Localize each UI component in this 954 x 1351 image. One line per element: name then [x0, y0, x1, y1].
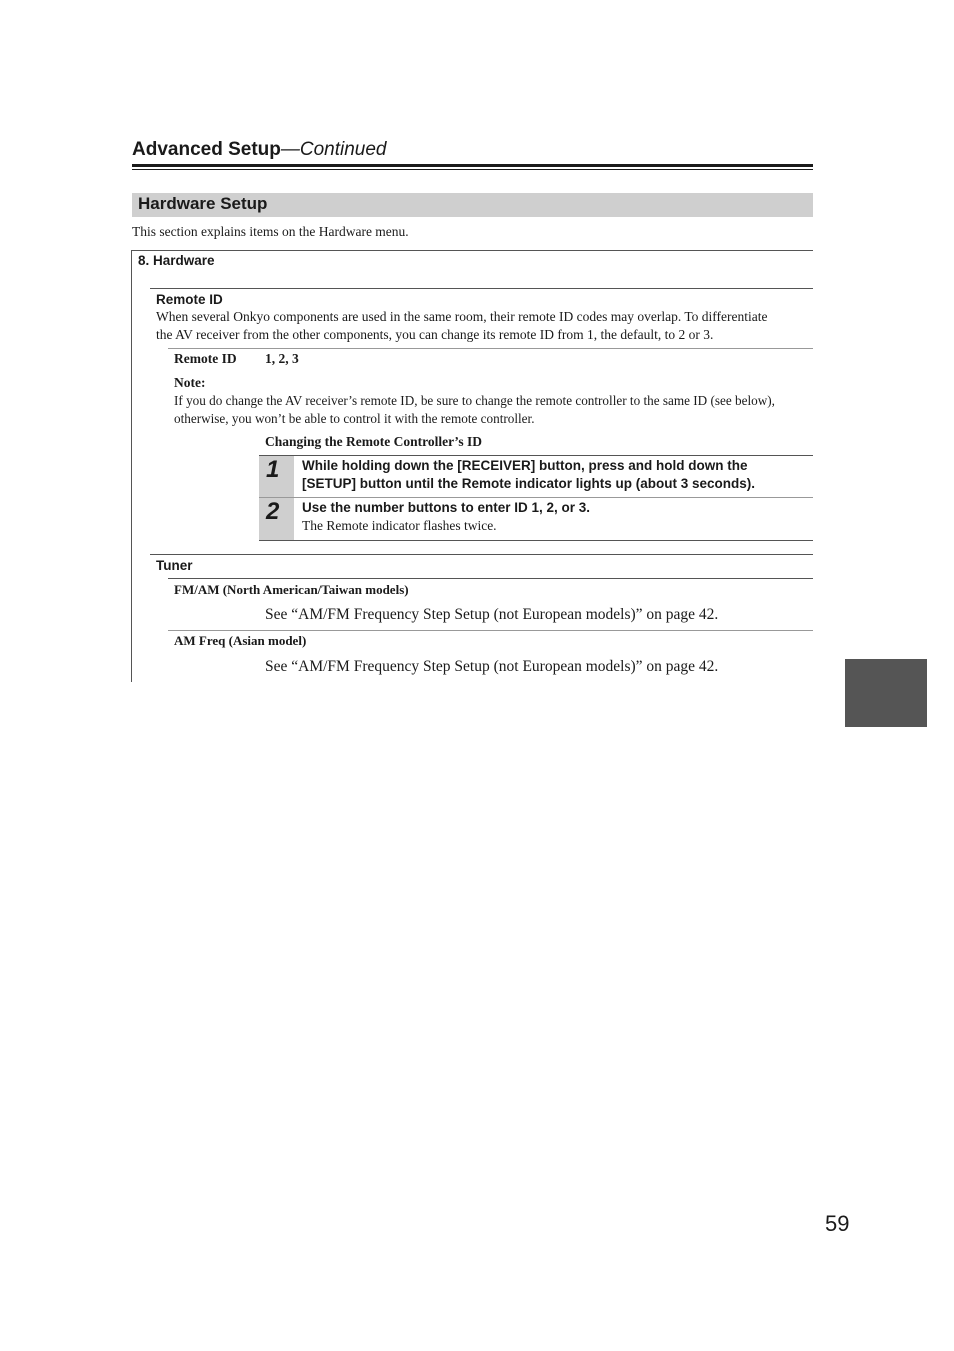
remote-id-setting-label: Remote ID	[174, 351, 237, 366]
header-rule-thick	[132, 164, 813, 167]
chapter-thumb-tab	[845, 659, 927, 727]
header-rule-thin	[132, 169, 813, 170]
step-2-bottom-rule	[259, 540, 813, 541]
remote-id-rule	[150, 288, 813, 289]
step-2-number-cell	[259, 498, 294, 540]
running-header-continued: —Continued	[280, 139, 387, 160]
section-title: Hardware Setup	[138, 194, 268, 213]
procedure-title: Changing the Remote Controller’s ID	[265, 434, 482, 449]
tuner-item-2-text: See “AM/FM Frequency Step Setup (not European models)” on page 42.	[265, 658, 719, 675]
tuner-item-2-label: AM Freq (Asian model)	[174, 633, 307, 648]
menu-box-left-border	[131, 250, 132, 682]
step-1-number-cell	[259, 456, 294, 497]
section-intro: This section explains items on the Hardware menu.	[132, 224, 409, 239]
remote-id-description-line2: the AV receiver from the other components, you can change its remote ID from 1, the default, to 2 or 3.	[156, 327, 714, 342]
tuner-item-2-rule	[168, 630, 813, 631]
step-1-number: 1	[266, 456, 280, 483]
remote-id-description	[156, 308, 767, 344]
step-2	[259, 498, 813, 540]
tuner-rule	[150, 554, 813, 555]
tuner-heading: Tuner	[156, 558, 193, 573]
note-text	[174, 392, 775, 428]
menu-box-top-border	[131, 250, 813, 251]
step-2-number: 2	[266, 498, 280, 525]
note-text-line1: If you do change the AV receiver’s remote ID, be sure to change the remote controller to the same ID (see below),	[174, 393, 775, 408]
step-1-text-line2: [SETUP] button until the Remote indicator lights up (about 3 seconds).	[302, 476, 755, 491]
note-text-line2: otherwise, you won’t be able to control it with the remote controller.	[174, 411, 535, 426]
remote-id-setting-values: 1, 2, 3	[265, 351, 299, 366]
remote-id-heading: Remote ID	[156, 292, 223, 307]
running-header	[132, 139, 387, 161]
tuner-item-1-rule	[168, 578, 813, 579]
note-label: Note:	[174, 375, 206, 390]
running-header-title: Advanced Setup	[132, 139, 281, 160]
menu-title: 8. Hardware	[138, 253, 215, 268]
remote-id-setting-rule	[168, 348, 813, 349]
step-2-text: Use the number buttons to enter ID 1, 2, or 3.	[302, 500, 591, 515]
remote-id-description-line1: When several Onkyo components are used in the same room, their remote ID codes may overlap. To differentiate	[156, 309, 768, 324]
step-2-note: The Remote indicator flashes twice.	[302, 518, 497, 533]
step-1-text-line1: While holding down the [RECEIVER] button, press and hold down the	[302, 458, 748, 473]
tuner-item-1-text: See “AM/FM Frequency Step Setup (not European models)” on page 42.	[265, 606, 719, 623]
tuner-item-1-label: FM/AM (North American/Taiwan models)	[174, 582, 409, 597]
step-1	[259, 456, 813, 497]
step-1-text	[302, 457, 755, 493]
page-number: 59	[825, 1211, 850, 1236]
